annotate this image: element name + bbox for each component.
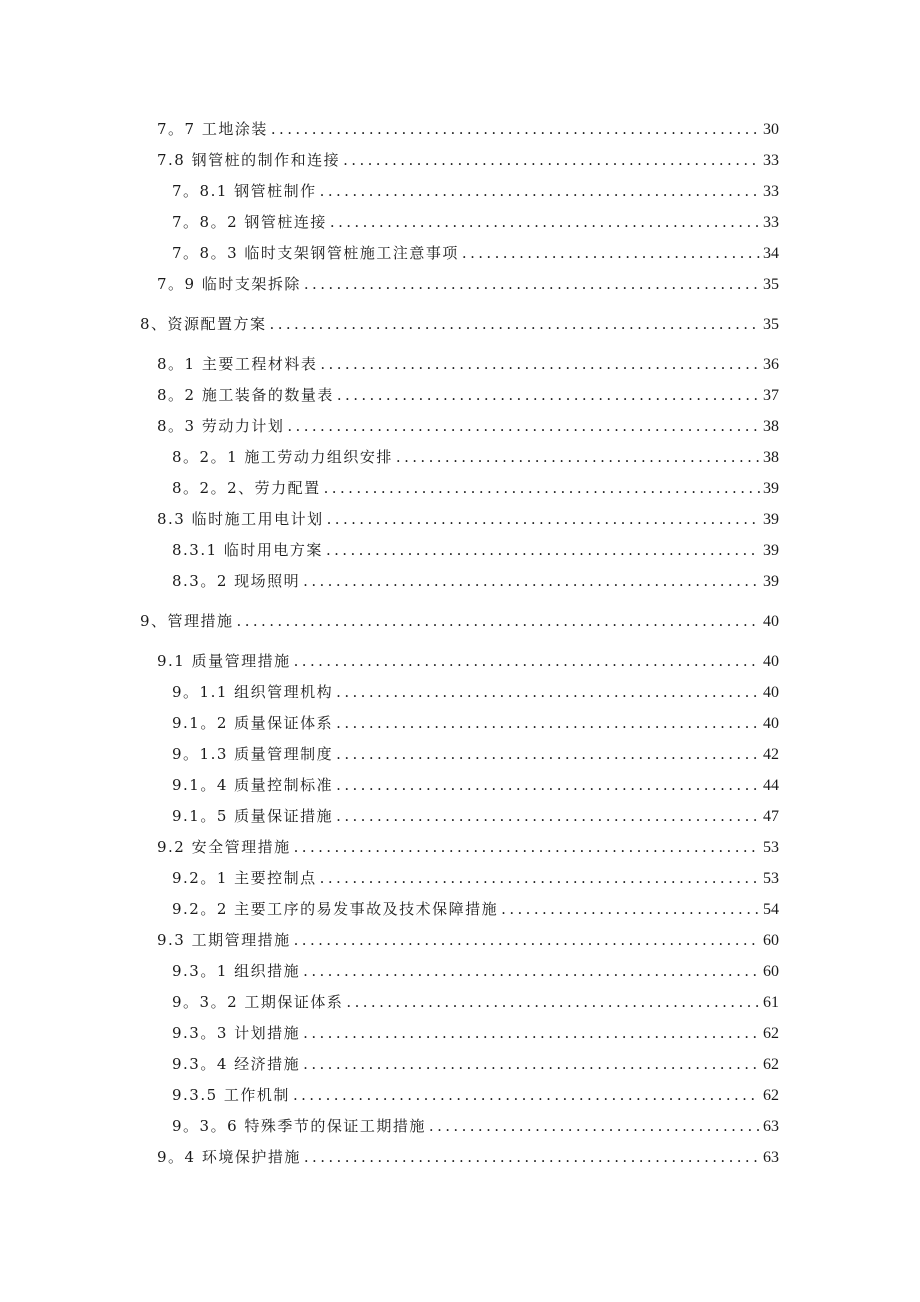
toc-entry-title: 8、资源配置方案 xyxy=(140,315,267,333)
toc-entry[interactable] xyxy=(172,804,779,828)
toc-entry-page: 53 xyxy=(763,870,779,887)
toc-entry-page: 40 xyxy=(763,653,779,670)
toc-entry-title: 9。4 环境保护措施 xyxy=(157,1148,301,1166)
toc-entry-page: 36 xyxy=(763,356,779,373)
toc-entry[interactable] xyxy=(172,210,779,234)
toc-dot-leader xyxy=(287,414,760,438)
toc-entry-title: 9.2。1 主要控制点 xyxy=(172,869,317,887)
toc-entry-page: 37 xyxy=(763,387,779,404)
toc-dot-leader xyxy=(293,1083,760,1107)
toc-entry-page: 39 xyxy=(763,511,779,528)
toc-entry[interactable] xyxy=(172,773,779,797)
toc-entry-title: 8.3 临时施工用电计划 xyxy=(157,510,324,528)
toc-entry[interactable] xyxy=(172,1021,779,1045)
toc-entry[interactable] xyxy=(157,414,779,438)
toc-entry-title: 8。3 劳动力计划 xyxy=(157,417,285,435)
toc-dot-leader xyxy=(337,383,760,407)
toc-entry-page: 30 xyxy=(763,121,779,138)
toc-entry-page: 34 xyxy=(763,245,779,262)
toc-entry-page: 39 xyxy=(763,573,779,590)
toc-entry-page: 33 xyxy=(763,183,779,200)
toc-entry-title: 9.3.5 工作机制 xyxy=(172,1086,290,1104)
toc-entry-title: 7。8。2 钢管桩连接 xyxy=(172,213,327,231)
toc-entry[interactable] xyxy=(157,835,779,859)
toc-entry-title: 7。8.1 钢管桩制作 xyxy=(172,182,317,200)
toc-entry-page: 35 xyxy=(763,276,779,293)
toc-entry[interactable] xyxy=(157,649,779,673)
toc-entry-title: 9.3 工期管理措施 xyxy=(157,931,291,949)
toc-dot-leader xyxy=(336,742,760,766)
toc-entry-page: 44 xyxy=(763,777,779,794)
toc-dot-leader xyxy=(320,866,760,890)
toc-entry[interactable] xyxy=(140,312,779,336)
toc-entry-title: 9、管理措施 xyxy=(140,612,234,630)
toc-dot-leader xyxy=(462,241,760,265)
toc-dot-leader xyxy=(396,445,760,469)
toc-entry[interactable] xyxy=(172,680,779,704)
toc-entry-title: 8。2。2、劳力配置 xyxy=(172,479,321,497)
toc-entry[interactable] xyxy=(157,1145,779,1169)
toc-entry-page: 40 xyxy=(763,613,779,630)
toc-dot-leader xyxy=(304,1145,760,1169)
toc-entry[interactable] xyxy=(172,1083,779,1107)
toc-entry-title: 9.1 质量管理措施 xyxy=(157,652,291,670)
toc-dot-leader xyxy=(326,538,760,562)
toc-entry-page: 40 xyxy=(763,715,779,732)
toc-entry-page: 60 xyxy=(763,963,779,980)
toc-entry[interactable] xyxy=(157,272,779,296)
toc-entry[interactable] xyxy=(172,990,779,1014)
toc-dot-leader xyxy=(294,928,760,952)
toc-dot-leader xyxy=(336,804,760,828)
toc-dot-leader xyxy=(346,990,760,1014)
toc-entry[interactable] xyxy=(172,897,779,921)
toc-dot-leader xyxy=(303,959,760,983)
toc-entry-page: 62 xyxy=(763,1056,779,1073)
toc-entry-page: 54 xyxy=(763,901,779,918)
toc-entry[interactable] xyxy=(172,476,779,500)
toc-entry-title: 8。2。1 施工劳动力组织安排 xyxy=(172,448,393,466)
toc-entry-title: 8。2 施工装备的数量表 xyxy=(157,386,334,404)
toc-entry[interactable] xyxy=(172,1052,779,1076)
toc-entry-page: 47 xyxy=(763,808,779,825)
toc-entry[interactable] xyxy=(172,866,779,890)
toc-dot-leader xyxy=(303,569,760,593)
toc-entry-page: 42 xyxy=(763,746,779,763)
toc-entry[interactable] xyxy=(172,959,779,983)
toc-entry-page: 35 xyxy=(763,316,779,333)
toc-entry[interactable] xyxy=(157,117,779,141)
toc-entry[interactable] xyxy=(172,569,779,593)
toc-dot-leader xyxy=(327,507,760,531)
toc-entry-page: 38 xyxy=(763,449,779,466)
toc-entry-title: 8。1 主要工程材料表 xyxy=(157,355,318,373)
toc-entry[interactable] xyxy=(157,148,779,172)
toc-entry-page: 63 xyxy=(763,1149,779,1166)
toc-dot-leader xyxy=(304,272,760,296)
toc-entry-page: 33 xyxy=(763,152,779,169)
toc-dot-leader xyxy=(330,210,760,234)
toc-entry-title: 9.3。3 计划措施 xyxy=(172,1024,301,1042)
toc-entry-title: 9.2。2 主要工序的易发事故及技术保障措施 xyxy=(172,900,499,918)
toc-entry[interactable] xyxy=(172,742,779,766)
toc-dot-leader xyxy=(336,773,760,797)
toc-entry[interactable] xyxy=(157,383,779,407)
toc-entry-page: 39 xyxy=(763,480,779,497)
toc-entry-title: 9.2 安全管理措施 xyxy=(157,838,291,856)
toc-entry[interactable] xyxy=(157,507,779,531)
toc-entry-title: 9.3。4 经济措施 xyxy=(172,1055,301,1073)
toc-entry-title: 8.3。2 现场照明 xyxy=(172,572,301,590)
toc-dot-leader xyxy=(320,352,760,376)
toc-entry-page: 61 xyxy=(763,994,779,1011)
toc-entry[interactable] xyxy=(172,179,779,203)
toc-entry-page: 62 xyxy=(763,1025,779,1042)
toc-entry[interactable] xyxy=(140,609,779,633)
toc-entry-page: 38 xyxy=(763,418,779,435)
toc-entry[interactable] xyxy=(157,928,779,952)
toc-dot-leader xyxy=(336,680,760,704)
toc-entry-page: 33 xyxy=(763,214,779,231)
toc-entry-title: 7。8。3 临时支架钢管桩施工注意事项 xyxy=(172,244,459,262)
toc-entry[interactable] xyxy=(172,241,779,265)
toc-dot-leader xyxy=(303,1052,760,1076)
toc-dot-leader xyxy=(294,835,760,859)
toc-dot-leader xyxy=(294,649,760,673)
toc-entry-title: 7.8 钢管桩的制作和连接 xyxy=(157,151,341,169)
toc-dot-leader xyxy=(501,897,760,921)
toc-dot-leader xyxy=(303,1021,760,1045)
toc-entry-page: 60 xyxy=(763,932,779,949)
toc-entry-page: 63 xyxy=(763,1118,779,1135)
toc-dot-leader xyxy=(343,148,760,172)
toc-dot-leader xyxy=(336,711,760,735)
toc-entry-title: 9。1.3 质量管理制度 xyxy=(172,745,334,763)
toc-entry[interactable] xyxy=(172,538,779,562)
toc-entry[interactable] xyxy=(172,711,779,735)
toc-entry-title: 9。3。6 特殊季节的保证工期措施 xyxy=(172,1117,426,1135)
toc-entry-title: 9。3。2 工期保证体系 xyxy=(172,993,344,1011)
toc-entry[interactable] xyxy=(172,1114,779,1138)
toc-entry-title: 9.1。2 质量保证体系 xyxy=(172,714,334,732)
toc-dot-leader xyxy=(271,117,760,141)
toc-entry-page: 39 xyxy=(763,542,779,559)
toc-entry-title: 9.1。4 质量控制标准 xyxy=(172,776,334,794)
toc-entry-page: 53 xyxy=(763,839,779,856)
toc-dot-leader xyxy=(429,1114,760,1138)
toc-entry-title: 9。1.1 组织管理机构 xyxy=(172,683,334,701)
toc-dot-leader xyxy=(237,609,760,633)
toc-entry[interactable] xyxy=(172,445,779,469)
toc-entry-title: 7。9 临时支架拆除 xyxy=(157,275,301,293)
toc-entry-title: 7。7 工地涂装 xyxy=(157,120,268,138)
toc-entry-page: 62 xyxy=(763,1087,779,1104)
toc-entry-page: 40 xyxy=(763,684,779,701)
toc-dot-leader xyxy=(324,476,760,500)
toc-dot-leader xyxy=(270,312,760,336)
toc-entry[interactable] xyxy=(157,352,779,376)
toc-dot-leader xyxy=(320,179,760,203)
toc-entry-title: 8.3.1 临时用电方案 xyxy=(172,541,323,559)
toc-entry-title: 9.1。5 质量保证措施 xyxy=(172,807,334,825)
toc-entry-title: 9.3。1 组织措施 xyxy=(172,962,301,980)
